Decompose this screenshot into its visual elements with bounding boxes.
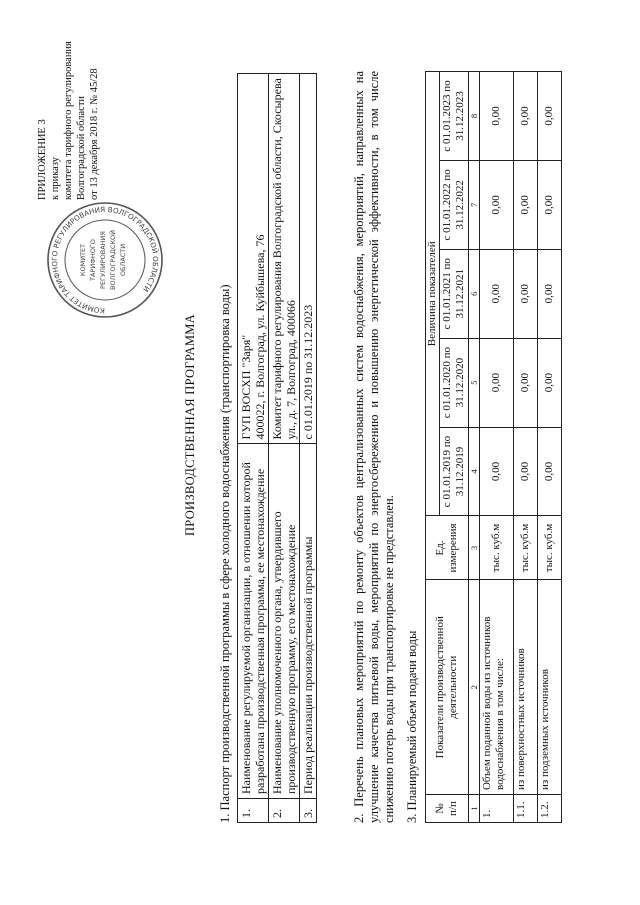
table-row xyxy=(538,72,562,823)
row-value: 0,00 xyxy=(538,338,562,427)
col-header-period: с 01.01.2020 по 31.12.2020 xyxy=(440,338,469,427)
col-header-period: с 01.01.2021 по 31.12.2021 xyxy=(440,249,469,338)
appendix-title: ПРИЛОЖЕНИЕ 3 xyxy=(37,119,48,200)
column-number: 8 xyxy=(469,72,480,161)
appendix-header xyxy=(36,10,101,200)
row-number: 2. xyxy=(269,799,300,823)
row-number: 1.1. xyxy=(514,795,538,823)
col-header-group: Величина показателей xyxy=(426,72,440,516)
col-header-period: с 01.01.2023 по 31.12.2023 xyxy=(440,72,469,161)
row-value: 0,00 xyxy=(480,338,514,427)
row-number: 3. xyxy=(300,799,317,823)
seal-center-line: ВОЛГОГРАДСКОЙ xyxy=(109,229,117,291)
table-row xyxy=(480,72,514,823)
table-row xyxy=(238,74,269,823)
row-value: 0,00 xyxy=(514,338,538,427)
seal-center-line: ТАРИФНОГО xyxy=(89,239,97,281)
col-header-unit: Ед. измерения xyxy=(426,516,469,580)
column-number: 2 xyxy=(469,580,480,795)
seal-center-line: РЕГУЛИРОВАНИЯ xyxy=(99,231,107,289)
row-value: 0,00 xyxy=(538,249,562,338)
row-value: 0,00 xyxy=(514,160,538,249)
row-unit: тыс. куб.м xyxy=(538,516,562,580)
row-value: Комитет тарифного регулирования Волгоградской области, Скосырева ул., д. 7, Волгоград, 400066 xyxy=(269,74,300,444)
appendix-line: от 13 декабря 2018 г. № 45/28 xyxy=(89,68,100,200)
table-row xyxy=(269,74,300,823)
table-row xyxy=(514,72,538,823)
column-number: 7 xyxy=(469,160,480,249)
official-seal-stamp xyxy=(45,200,165,320)
col-header-indicator: Показатели производственной деятельности xyxy=(426,580,469,795)
seal-center-line: КОМИТЕТ xyxy=(79,243,87,277)
row-indicator: из подземных источников xyxy=(538,580,562,795)
row-value: 0,00 xyxy=(514,249,538,338)
row-label: Наименование регулируемой организации, в отношении которой разработана производственная программа, ее местонахождение xyxy=(238,444,269,799)
row-indicator: Объем поданной воды из источников водоснабжения в том числе: xyxy=(480,580,514,795)
column-number: 1 xyxy=(469,795,480,823)
header-row xyxy=(426,72,440,823)
row-indicator: из поверхностных источников xyxy=(514,580,538,795)
appendix-line: Волгоградской области xyxy=(76,95,87,200)
passport-table xyxy=(237,73,317,823)
document-title: ПРОИЗВОДСТВЕННАЯ ПРОГРАММА xyxy=(183,313,197,537)
row-value: 0,00 xyxy=(480,160,514,249)
section-1-heading: 1. Паспорт производственной программы в сфере холодного водоснабжения (транспортировка воды) xyxy=(218,284,232,823)
column-number-row xyxy=(469,72,480,823)
row-number: 1. xyxy=(238,799,269,823)
row-value: ГУП ВОСХП "Заря" 400022, г. Волгоград, ул. Куйбышева, 76 xyxy=(238,74,269,444)
table-row xyxy=(300,74,317,823)
water-volume-table xyxy=(425,71,562,823)
row-value: с 01.01.2019 по 31.12.2023 xyxy=(300,74,317,444)
seal-center-line: ОБЛАСТИ xyxy=(119,243,127,277)
seal-outer-text: КОМИТЕТ ТАРИФНОГО РЕГУЛИРОВАНИЯ ВОЛГОГРАДСКОЙ ОБЛАСТИ xyxy=(49,204,161,316)
row-unit: тыс. куб.м xyxy=(514,516,538,580)
row-unit: тыс. куб.м xyxy=(480,516,514,580)
col-header-num: № п/п xyxy=(426,795,469,823)
column-number: 3 xyxy=(469,516,480,580)
column-number: 5 xyxy=(469,338,480,427)
row-label: Наименование уполномоченного органа, утвердившего производственную программу, его местонахождение xyxy=(269,444,300,799)
row-value: 0,00 xyxy=(514,72,538,161)
row-value: 0,00 xyxy=(480,72,514,161)
row-number: 1. xyxy=(480,795,514,823)
row-number: 1.2. xyxy=(538,795,562,823)
row-value: 0,00 xyxy=(514,427,538,516)
column-number: 6 xyxy=(469,249,480,338)
appendix-line: комитета тарифного регулирования xyxy=(63,41,74,200)
section-2-paragraph: 2. Перечень плановых мероприятий по ремонту объектов централизованных систем водоснабжения, мероприятий, направленных на улучшение качества питьевой воды, мероприятий по энергосбережению и повышению энергетической эффективности, в том числе снижению потерь воды при транспортировке не представлен. xyxy=(352,71,396,823)
row-value: 0,00 xyxy=(480,427,514,516)
row-value: 0,00 xyxy=(480,249,514,338)
column-number: 4 xyxy=(469,427,480,516)
row-value: 0,00 xyxy=(538,160,562,249)
col-header-period: с 01.01.2019 по 31.12.2019 xyxy=(440,427,469,516)
appendix-line: к приказу xyxy=(50,157,61,200)
row-value: 0,00 xyxy=(538,72,562,161)
row-label: Период реализации производственной программы xyxy=(300,444,317,799)
row-value: 0,00 xyxy=(538,427,562,516)
section-3-heading: 3. Планируемый объем подачи воды xyxy=(405,630,419,823)
col-header-period: с 01.01.2022 по 31.12.2022 xyxy=(440,160,469,249)
